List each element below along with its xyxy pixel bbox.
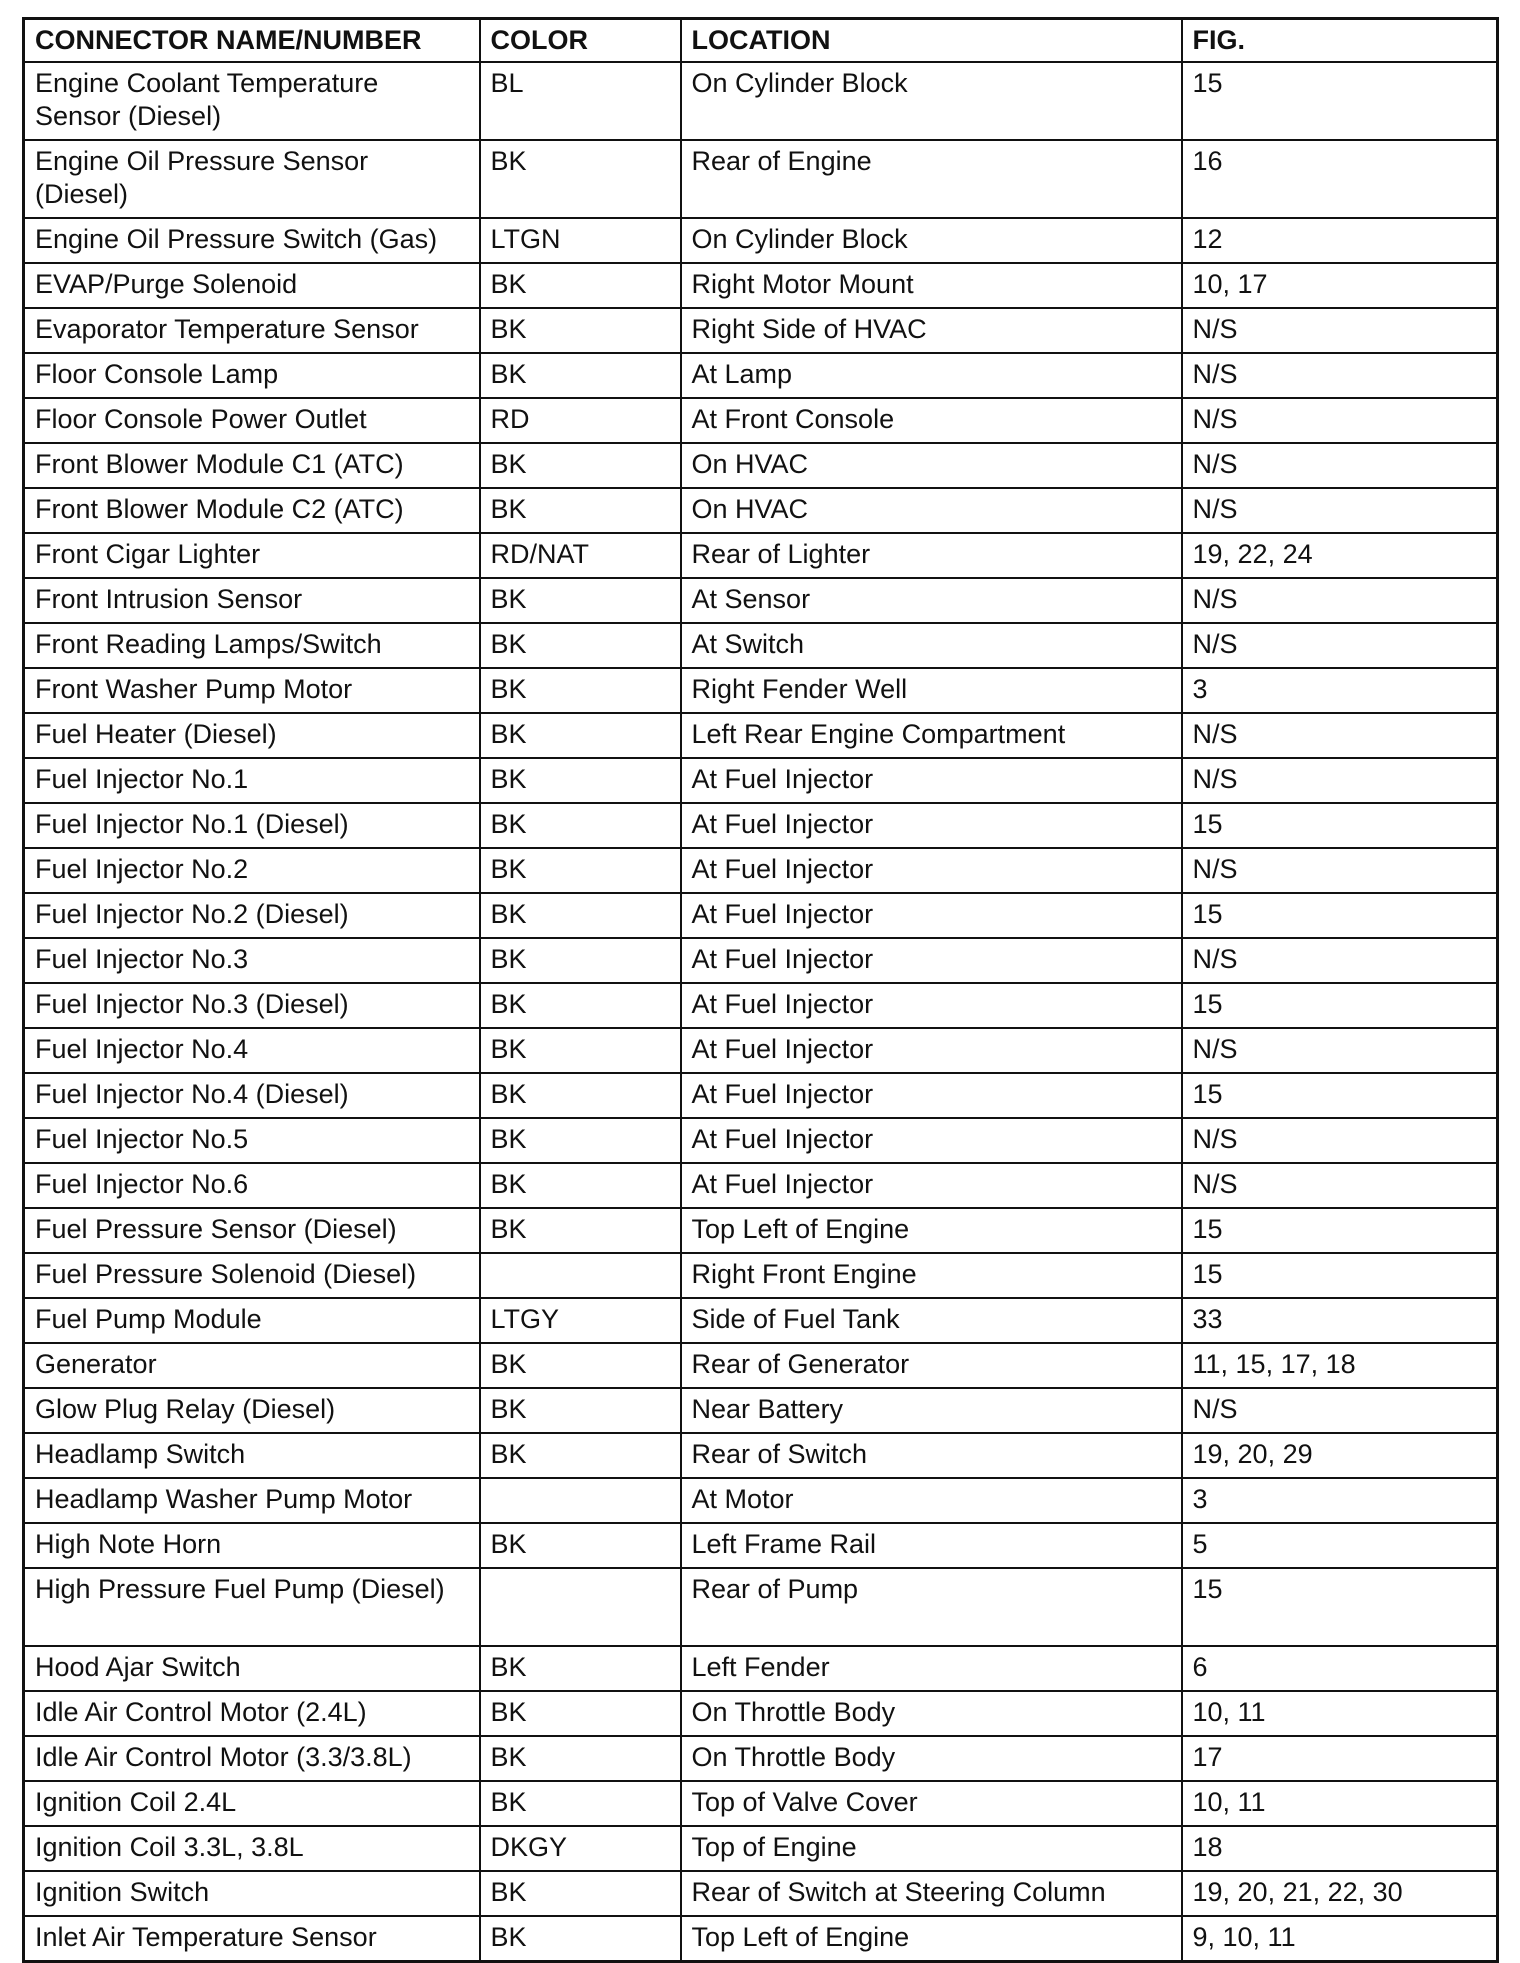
table-row [24, 1163, 1498, 1208]
cell-fig: 15 [1182, 1073, 1498, 1118]
cell-color: BK [480, 893, 681, 938]
table-row [24, 1826, 1498, 1871]
cell-color: DKGY [480, 1826, 681, 1871]
table-row [24, 1343, 1498, 1388]
cell-color: BK [480, 1871, 681, 1916]
table-row [24, 848, 1498, 893]
cell-color: RD [480, 398, 681, 443]
cell-fig: 15 [1182, 1253, 1498, 1298]
cell-color: BK [480, 983, 681, 1028]
cell-name: EVAP/Purge Solenoid [24, 263, 480, 308]
cell-name: Ignition Switch [24, 1871, 480, 1916]
cell-name: Fuel Pressure Sensor (Diesel) [24, 1208, 480, 1253]
cell-fig: 17 [1182, 1736, 1498, 1781]
cell-color: BK [480, 578, 681, 623]
table-row [24, 623, 1498, 668]
cell-name: Fuel Heater (Diesel) [24, 713, 480, 758]
table-header-row [24, 19, 1498, 63]
table-row [24, 1208, 1498, 1253]
cell-color: RD/NAT [480, 533, 681, 578]
cell-location: At Fuel Injector [681, 1118, 1182, 1163]
cell-location: Top of Engine [681, 1826, 1182, 1871]
cell-location: At Fuel Injector [681, 848, 1182, 893]
cell-name: Front Blower Module C1 (ATC) [24, 443, 480, 488]
cell-color: BK [480, 1736, 681, 1781]
cell-location: Top of Valve Cover [681, 1781, 1182, 1826]
cell-name: Glow Plug Relay (Diesel) [24, 1388, 480, 1433]
cell-location: At Motor [681, 1478, 1182, 1523]
cell-name: Inlet Air Temperature Sensor [24, 1916, 480, 1962]
cell-location: On HVAC [681, 488, 1182, 533]
cell-fig: N/S [1182, 398, 1498, 443]
header-location: LOCATION [681, 19, 1182, 63]
cell-name: Fuel Injector No.2 [24, 848, 480, 893]
cell-color: BK [480, 1118, 681, 1163]
cell-name: Fuel Injector No.1 (Diesel) [24, 803, 480, 848]
cell-name: Fuel Pump Module [24, 1298, 480, 1343]
table-row [24, 983, 1498, 1028]
cell-color: BK [480, 443, 681, 488]
table-row [24, 1646, 1498, 1691]
cell-fig: 3 [1182, 1478, 1498, 1523]
table-row [24, 1871, 1498, 1916]
cell-color: BK [480, 1163, 681, 1208]
cell-color: BK [480, 758, 681, 803]
cell-fig: N/S [1182, 443, 1498, 488]
cell-color: BK [480, 1388, 681, 1433]
cell-fig: 15 [1182, 1208, 1498, 1253]
cell-fig: 9, 10, 11 [1182, 1916, 1498, 1962]
cell-name: Front Washer Pump Motor [24, 668, 480, 713]
cell-color: BK [480, 1916, 681, 1962]
table-row [24, 62, 1498, 140]
cell-location: At Lamp [681, 353, 1182, 398]
cell-name: Fuel Injector No.5 [24, 1118, 480, 1163]
cell-location: Left Rear Engine Compartment [681, 713, 1182, 758]
table-row [24, 758, 1498, 803]
cell-location: Right Motor Mount [681, 263, 1182, 308]
cell-color: BK [480, 488, 681, 533]
cell-fig: N/S [1182, 1163, 1498, 1208]
cell-fig: N/S [1182, 488, 1498, 533]
cell-color: BK [480, 713, 681, 758]
cell-name: Fuel Pressure Solenoid (Diesel) [24, 1253, 480, 1298]
cell-name: Engine Oil Pressure Switch (Gas) [24, 218, 480, 263]
cell-location: At Fuel Injector [681, 758, 1182, 803]
cell-fig: 10, 11 [1182, 1691, 1498, 1736]
table-row [24, 1916, 1498, 1962]
cell-location: At Fuel Injector [681, 938, 1182, 983]
cell-name: Idle Air Control Motor (3.3/3.8L) [24, 1736, 480, 1781]
cell-location: At Switch [681, 623, 1182, 668]
cell-fig: 6 [1182, 1646, 1498, 1691]
cell-location: Rear of Lighter [681, 533, 1182, 578]
cell-location: At Fuel Injector [681, 983, 1182, 1028]
cell-color: BK [480, 140, 681, 218]
table-row [24, 1298, 1498, 1343]
cell-fig: 19, 20, 29 [1182, 1433, 1498, 1478]
table-row [24, 713, 1498, 758]
table-row [24, 668, 1498, 713]
cell-color: LTGY [480, 1298, 681, 1343]
cell-color: BK [480, 1073, 681, 1118]
cell-name: Floor Console Lamp [24, 353, 480, 398]
cell-name: Ignition Coil 2.4L [24, 1781, 480, 1826]
cell-name: Evaporator Temperature Sensor [24, 308, 480, 353]
cell-color: BK [480, 803, 681, 848]
cell-fig: 19, 20, 21, 22, 30 [1182, 1871, 1498, 1916]
header-fig: FIG. [1182, 19, 1498, 63]
cell-location: At Fuel Injector [681, 1163, 1182, 1208]
table-row [24, 1691, 1498, 1736]
header-color: COLOR [480, 19, 681, 63]
cell-fig: N/S [1182, 578, 1498, 623]
cell-fig: N/S [1182, 1028, 1498, 1073]
cell-fig: 10, 11 [1182, 1781, 1498, 1826]
cell-location: On Cylinder Block [681, 62, 1182, 140]
cell-name: Front Blower Module C2 (ATC) [24, 488, 480, 533]
cell-fig: 10, 17 [1182, 263, 1498, 308]
table-row [24, 263, 1498, 308]
table-row [24, 533, 1498, 578]
cell-fig: 15 [1182, 983, 1498, 1028]
cell-color: BK [480, 1208, 681, 1253]
cell-name: Fuel Injector No.4 [24, 1028, 480, 1073]
cell-name: Headlamp Washer Pump Motor [24, 1478, 480, 1523]
cell-color: BK [480, 668, 681, 713]
cell-location: Near Battery [681, 1388, 1182, 1433]
cell-location: At Fuel Injector [681, 803, 1182, 848]
cell-color: BK [480, 1781, 681, 1826]
cell-fig: 15 [1182, 62, 1498, 140]
cell-name: Front Intrusion Sensor [24, 578, 480, 623]
cell-location: At Fuel Injector [681, 893, 1182, 938]
table-row [24, 1028, 1498, 1073]
cell-name: Engine Oil Pressure Sensor (Diesel) [24, 140, 480, 218]
cell-color: BL [480, 62, 681, 140]
cell-location: Right Side of HVAC [681, 308, 1182, 353]
cell-fig: 11, 15, 17, 18 [1182, 1343, 1498, 1388]
cell-fig: N/S [1182, 1388, 1498, 1433]
cell-color: BK [480, 1523, 681, 1568]
table-row [24, 1781, 1498, 1826]
cell-name: Fuel Injector No.3 [24, 938, 480, 983]
cell-location: Rear of Generator [681, 1343, 1182, 1388]
table-row [24, 353, 1498, 398]
cell-fig: 15 [1182, 803, 1498, 848]
table-row [24, 803, 1498, 848]
cell-fig: 19, 22, 24 [1182, 533, 1498, 578]
table-row [24, 488, 1498, 533]
cell-location: On Throttle Body [681, 1736, 1182, 1781]
cell-color: BK [480, 938, 681, 983]
table-row [24, 140, 1498, 218]
cell-color [480, 1253, 681, 1298]
cell-fig: N/S [1182, 758, 1498, 803]
cell-location: Left Fender [681, 1646, 1182, 1691]
cell-color: BK [480, 1433, 681, 1478]
cell-color: LTGN [480, 218, 681, 263]
table-row [24, 1523, 1498, 1568]
cell-color [480, 1478, 681, 1523]
cell-fig: 33 [1182, 1298, 1498, 1343]
cell-color: BK [480, 1646, 681, 1691]
cell-name: Hood Ajar Switch [24, 1646, 480, 1691]
table-row [24, 893, 1498, 938]
cell-name: High Pressure Fuel Pump (Diesel) [24, 1568, 480, 1646]
cell-name: Fuel Injector No.4 (Diesel) [24, 1073, 480, 1118]
cell-name: Engine Coolant Temperature Sensor (Diesel) [24, 62, 480, 140]
cell-name: Headlamp Switch [24, 1433, 480, 1478]
table-row [24, 398, 1498, 443]
table-body [24, 62, 1498, 1962]
table-row [24, 443, 1498, 488]
cell-name: Floor Console Power Outlet [24, 398, 480, 443]
table-row [24, 1118, 1498, 1163]
cell-location: Left Frame Rail [681, 1523, 1182, 1568]
cell-location: Top Left of Engine [681, 1916, 1182, 1962]
cell-fig: 15 [1182, 893, 1498, 938]
cell-name: Fuel Injector No.2 (Diesel) [24, 893, 480, 938]
cell-color: BK [480, 1028, 681, 1073]
cell-location: At Front Console [681, 398, 1182, 443]
table-row [24, 1478, 1498, 1523]
cell-location: At Sensor [681, 578, 1182, 623]
table-row [24, 218, 1498, 263]
cell-fig: N/S [1182, 1118, 1498, 1163]
cell-location: Rear of Switch at Steering Column [681, 1871, 1182, 1916]
cell-fig: 16 [1182, 140, 1498, 218]
cell-location: At Fuel Injector [681, 1073, 1182, 1118]
cell-color [480, 1568, 681, 1646]
cell-color: BK [480, 1343, 681, 1388]
table-row [24, 938, 1498, 983]
cell-location: On HVAC [681, 443, 1182, 488]
cell-name: Generator [24, 1343, 480, 1388]
cell-fig: 3 [1182, 668, 1498, 713]
cell-location: At Fuel Injector [681, 1028, 1182, 1073]
table-row [24, 308, 1498, 353]
cell-fig: N/S [1182, 353, 1498, 398]
cell-fig: 12 [1182, 218, 1498, 263]
cell-location: Rear of Pump [681, 1568, 1182, 1646]
connector-location-table [22, 17, 1499, 1963]
cell-fig: N/S [1182, 848, 1498, 893]
table-row [24, 1433, 1498, 1478]
header-connector-name: CONNECTOR NAME/NUMBER [24, 19, 480, 63]
cell-name: Fuel Injector No.6 [24, 1163, 480, 1208]
cell-name: Front Cigar Lighter [24, 533, 480, 578]
cell-location: Rear of Engine [681, 140, 1182, 218]
cell-name: Fuel Injector No.1 [24, 758, 480, 803]
table-row [24, 1388, 1498, 1433]
table-row [24, 1568, 1498, 1646]
cell-location: Top Left of Engine [681, 1208, 1182, 1253]
cell-fig: N/S [1182, 938, 1498, 983]
cell-color: BK [480, 1691, 681, 1736]
cell-location: Side of Fuel Tank [681, 1298, 1182, 1343]
cell-location: Rear of Switch [681, 1433, 1182, 1478]
table-row [24, 1073, 1498, 1118]
cell-name: High Note Horn [24, 1523, 480, 1568]
cell-fig: N/S [1182, 623, 1498, 668]
cell-color: BK [480, 623, 681, 668]
cell-color: BK [480, 353, 681, 398]
cell-color: BK [480, 848, 681, 893]
cell-name: Front Reading Lamps/Switch [24, 623, 480, 668]
cell-location: Right Fender Well [681, 668, 1182, 713]
table-row [24, 578, 1498, 623]
cell-fig: N/S [1182, 308, 1498, 353]
cell-name: Ignition Coil 3.3L, 3.8L [24, 1826, 480, 1871]
cell-name: Fuel Injector No.3 (Diesel) [24, 983, 480, 1028]
cell-location: Right Front Engine [681, 1253, 1182, 1298]
cell-fig: N/S [1182, 713, 1498, 758]
cell-name: Idle Air Control Motor (2.4L) [24, 1691, 480, 1736]
cell-color: BK [480, 263, 681, 308]
cell-fig: 15 [1182, 1568, 1498, 1646]
table-row [24, 1253, 1498, 1298]
cell-fig: 5 [1182, 1523, 1498, 1568]
table-row [24, 1736, 1498, 1781]
cell-location: On Cylinder Block [681, 218, 1182, 263]
cell-color: BK [480, 308, 681, 353]
cell-location: On Throttle Body [681, 1691, 1182, 1736]
cell-fig: 18 [1182, 1826, 1498, 1871]
